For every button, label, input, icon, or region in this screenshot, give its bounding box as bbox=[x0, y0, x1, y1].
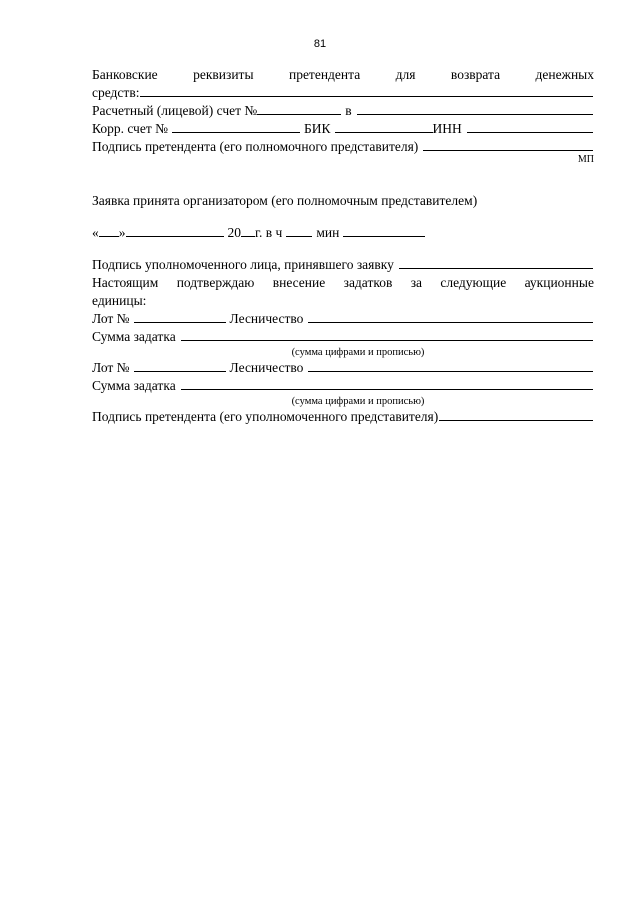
lot-line bbox=[92, 359, 594, 377]
bank-details-field[interactable] bbox=[140, 84, 593, 97]
final-signature-label: Подпись претендента (его уполномоченного представителя) bbox=[92, 409, 439, 424]
final-signature-line bbox=[92, 408, 594, 426]
confirm-word: аукционные bbox=[524, 275, 594, 290]
inn-label: ИНН bbox=[432, 121, 462, 136]
authorized-signature-line bbox=[92, 256, 594, 274]
sum-caption: (сумма цифрами и прописью) bbox=[291, 347, 425, 358]
confirm-heading bbox=[92, 274, 594, 292]
corr-account-label: Корр. счет № bbox=[92, 121, 168, 136]
forestry-field[interactable] bbox=[308, 359, 593, 372]
lot-label: Лот № bbox=[92, 311, 130, 326]
lot-number-field[interactable] bbox=[134, 359, 226, 372]
accepted-date-line bbox=[92, 224, 594, 242]
confirm-word: задатков bbox=[343, 275, 393, 290]
day-field[interactable] bbox=[99, 224, 119, 237]
forestry-label: Лесничество bbox=[229, 360, 304, 375]
authorized-signature-field[interactable] bbox=[399, 256, 593, 269]
authorized-signature-label: Подпись уполномоченного лица, принявшего заявку bbox=[92, 257, 394, 272]
deposit-sum-field[interactable] bbox=[181, 377, 593, 390]
confirm-word: внесение bbox=[272, 275, 326, 290]
confirm-word: подтверждаю bbox=[176, 275, 255, 290]
accepted-heading: Заявка принята организатором (его полномочным представителем) bbox=[92, 193, 478, 208]
account-label: Расчетный (лицевой) счет № bbox=[92, 103, 258, 118]
month-field[interactable] bbox=[126, 224, 224, 237]
forestry-label: Лесничество bbox=[229, 311, 304, 326]
quote-open: « bbox=[92, 225, 99, 240]
bank-name-field[interactable] bbox=[357, 102, 593, 115]
account-line bbox=[92, 102, 594, 120]
final-signature-field[interactable] bbox=[439, 408, 593, 421]
hour-field[interactable] bbox=[286, 224, 312, 237]
deposit-sum-field[interactable] bbox=[181, 328, 593, 341]
inn-field[interactable] bbox=[467, 120, 593, 133]
bank-details-line-2 bbox=[92, 84, 594, 102]
bank-word: претендента bbox=[288, 67, 361, 82]
bank-word: реквизиты bbox=[193, 67, 254, 82]
bank-word: денежных bbox=[535, 67, 594, 82]
corr-line bbox=[92, 120, 594, 138]
deposit-sum-line bbox=[92, 328, 594, 346]
bank-word: возврата bbox=[450, 67, 501, 82]
deposit-sum-line bbox=[92, 377, 594, 395]
confirm-line-2: единицы: bbox=[92, 293, 147, 308]
year-suffix: г. в ч bbox=[255, 225, 283, 240]
bik-label: БИК bbox=[304, 121, 331, 136]
bank-word: Банковские bbox=[92, 67, 158, 82]
bank-in-label: в bbox=[345, 103, 352, 118]
quote-close: » bbox=[118, 225, 126, 240]
page-number: 81 bbox=[313, 38, 327, 50]
lot-number-field[interactable] bbox=[134, 310, 226, 323]
confirm-word: за bbox=[410, 275, 423, 290]
confirm-word: Настоящим bbox=[92, 275, 159, 290]
account-number-field[interactable] bbox=[257, 102, 341, 115]
bank-details-heading bbox=[92, 66, 594, 84]
application-form bbox=[92, 66, 594, 426]
corr-account-field[interactable] bbox=[172, 120, 300, 133]
bik-field[interactable] bbox=[335, 120, 433, 133]
minutes-field[interactable] bbox=[343, 224, 425, 237]
lot-label: Лот № bbox=[92, 360, 130, 375]
lot-line bbox=[92, 310, 594, 328]
confirm-word: следующие bbox=[440, 275, 507, 290]
bank-word: для bbox=[395, 67, 416, 82]
signature-label: Подпись претендента (его полномочного представителя) bbox=[92, 139, 419, 154]
sum-caption: (сумма цифрами и прописью) bbox=[291, 396, 425, 407]
year-field[interactable] bbox=[241, 224, 255, 237]
funds-label: средств: bbox=[92, 85, 140, 100]
signature-field[interactable] bbox=[423, 138, 593, 151]
stamp-label: МП bbox=[577, 154, 594, 165]
year-prefix: 20 bbox=[227, 225, 241, 240]
deposit-sum-label: Сумма задатка bbox=[92, 378, 176, 393]
deposit-sum-label: Сумма задатка bbox=[92, 329, 176, 344]
minutes-label: мин bbox=[316, 225, 340, 240]
forestry-field[interactable] bbox=[308, 310, 593, 323]
